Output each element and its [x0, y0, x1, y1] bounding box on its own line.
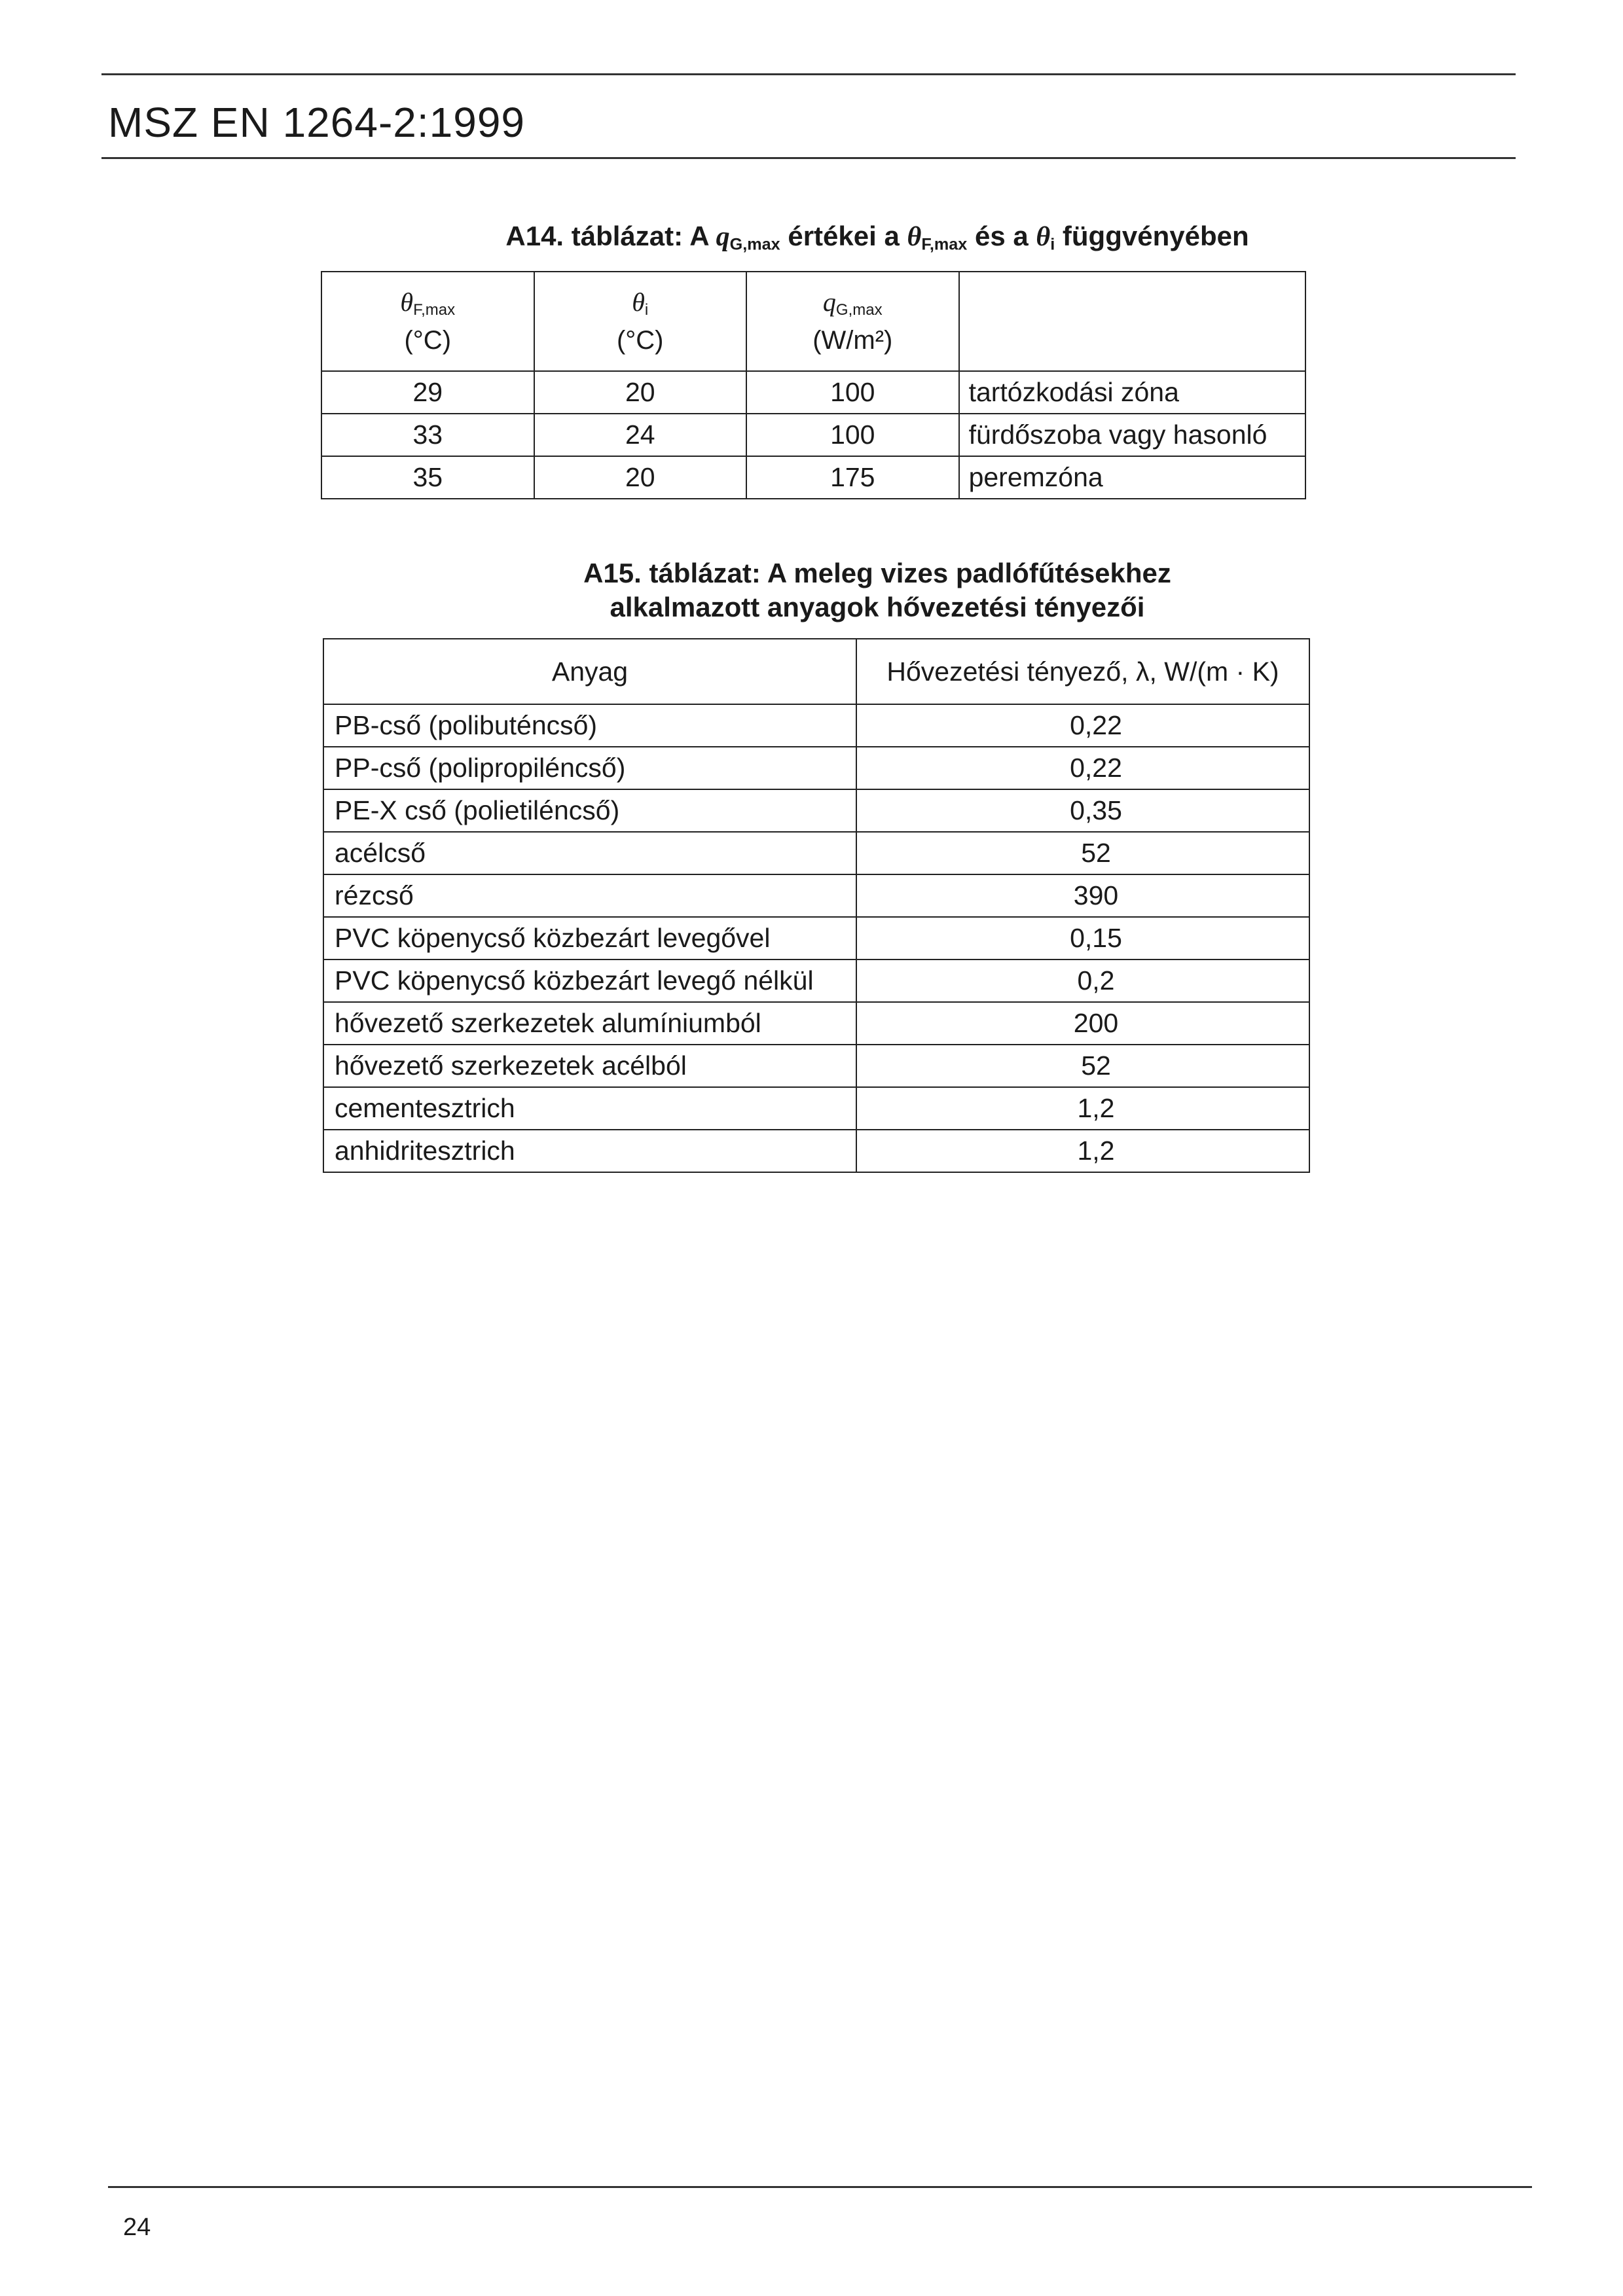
header-rule-top: [101, 73, 1516, 75]
conductivity-cell: 1,2: [856, 1087, 1309, 1130]
material-cell: PE-X cső (polietiléncső): [323, 789, 856, 832]
conductivity-cell: 200: [856, 1002, 1309, 1045]
conductivity-cell: 0,35: [856, 789, 1309, 832]
table-row: [323, 1087, 1309, 1130]
table-cell: 35: [321, 456, 534, 499]
table15-header-material: Anyag: [323, 639, 856, 704]
material-cell: anhidritesztrich: [323, 1130, 856, 1172]
table-row: [323, 832, 1309, 874]
table14-header-cell: [959, 272, 1305, 371]
table-cell: 29: [321, 371, 534, 414]
table14: [321, 271, 1306, 499]
conductivity-cell: 52: [856, 832, 1309, 874]
table-row: [323, 1130, 1309, 1172]
table-row: [321, 456, 1305, 499]
table-cell: 20: [534, 456, 746, 499]
table-cell: 24: [534, 414, 746, 456]
table-row: [323, 1002, 1309, 1045]
conductivity-cell: 0,22: [856, 704, 1309, 747]
page-number: 24: [123, 2214, 151, 2241]
table-row: [321, 414, 1305, 456]
table-row: [323, 917, 1309, 960]
table15-caption: A15. táblázat: A meleg vizes padlófűtésekhez alkalmazott anyagok hővezetési tényezői: [583, 558, 1171, 622]
table-row: [323, 747, 1309, 789]
table15: [323, 638, 1310, 1173]
table-row: [321, 371, 1305, 414]
conductivity-cell: 52: [856, 1045, 1309, 1087]
material-cell: PVC köpenycső közbezárt levegő nélkül: [323, 960, 856, 1002]
conductivity-cell: 0,22: [856, 747, 1309, 789]
material-cell: rézcső: [323, 874, 856, 917]
table-cell: 20: [534, 371, 746, 414]
table14-header-cell: $q_{G,max}$ (W/m²): [746, 272, 959, 371]
header-rule-bottom: [101, 157, 1516, 159]
table-cell: tartózkodási zóna: [959, 371, 1305, 414]
material-cell: acélcső: [323, 832, 856, 874]
document-title: MSZ EN 1264-2:1999: [108, 99, 525, 146]
table15-header-row: [323, 639, 1309, 704]
material-cell: hővezető szerkezetek acélból: [323, 1045, 856, 1087]
table14-header-cell: $\theta_i$ (°C): [534, 272, 746, 371]
table14-caption: A14. táblázat: A $q_{G,max}$ értékei a $\theta_{F,max}$ és a $\theta_i$ függvényében: [505, 221, 1249, 254]
table-cell: 100: [746, 371, 959, 414]
conductivity-cell: 0,2: [856, 960, 1309, 1002]
table-cell: peremzóna: [959, 456, 1305, 499]
material-cell: PVC köpenycső közbezárt levegővel: [323, 917, 856, 960]
table-cell: 175: [746, 456, 959, 499]
conductivity-cell: 1,2: [856, 1130, 1309, 1172]
table15-header-value: Hővezetési tényező, λ, W/(m · K): [856, 639, 1309, 704]
table-row: [323, 874, 1309, 917]
table14-header-row: [321, 272, 1305, 371]
table-row: [323, 1045, 1309, 1087]
conductivity-cell: 0,15: [856, 917, 1309, 960]
footer-rule: [108, 2186, 1532, 2188]
table-cell: 33: [321, 414, 534, 456]
material-cell: PP-cső (polipropiléncső): [323, 747, 856, 789]
table-row: [323, 704, 1309, 747]
material-cell: PB-cső (polibuténcső): [323, 704, 856, 747]
table14-header-cell: $\theta_{F,max}$ (°C): [321, 272, 534, 371]
material-cell: cementesztrich: [323, 1087, 856, 1130]
table-cell: 100: [746, 414, 959, 456]
material-cell: hővezető szerkezetek alumíniumból: [323, 1002, 856, 1045]
table-cell: fürdőszoba vagy hasonló: [959, 414, 1305, 456]
table-row: [323, 960, 1309, 1002]
conductivity-cell: 390: [856, 874, 1309, 917]
table-row: [323, 789, 1309, 832]
